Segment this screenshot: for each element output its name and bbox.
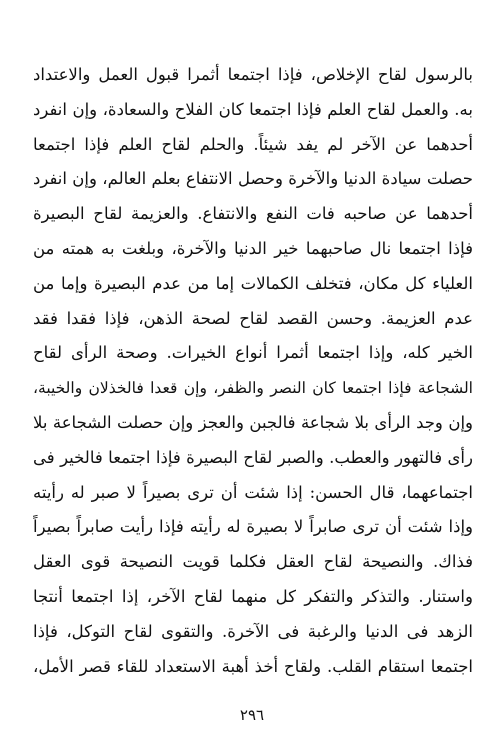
text-line: اجتمعا استقام القلب. ولقاح أخذ أهبة الاستعداد للقاء قصر الأمل، (33, 656, 473, 676)
page-number: ٢٩٦ (239, 706, 265, 724)
text-line: الخير كله، وإذا اجتمعا أثمرا أنواع الخيرات. وصحة الرأى لقاح (33, 343, 473, 363)
text-line: اجتماعهما، قال الحسن: إذا شئت أن ترى بصيراً لا صبر له رأيته (33, 482, 473, 502)
text-line: حصلت سيادة الدنيا والآخرة وحصل الانتفاع بعلم العالم، وإن انفرد (33, 169, 473, 189)
text-line: العلياء كل مكان، فتخلف الكمالات إما من عدم البصيرة وإما من (33, 273, 473, 293)
text-line: رأى فالتهور والعطب. والصبر لقاح البصيرة فإذا اجتمعا فالخير فى (33, 447, 473, 467)
text-line: الشجاعة فإذا اجتمعا كان النصر والظفر، وإن قعدا فالخذلان والخيبة، (33, 379, 473, 398)
text-line: فذاك. والنصيحة لقاح العقل فكلما قويت النصيحة قوى العقل (33, 552, 473, 572)
text-line: فإذا اجتمعا نال صاحبهما خير الدنيا والآخرة، وبلغت به همته من (33, 238, 473, 258)
text-line: أحدهما عن الآخر لم يفد شيئاً. والحلم لقاح العلم فإذا اجتمعا (33, 134, 473, 154)
text-line: الزهد فى الدنيا والرغبة فى الآخرة. والتقوى لقاح التوكل، فإذا (33, 621, 473, 641)
text-line: واستنار. والتذكر والتفكر كل منهما لقاح الآخر، إذا اجتمعا أنتجا (33, 586, 473, 606)
text-line: به. والعمل لقاح العلم فإذا اجتمعا كان الفلاح والسعادة، وإن انفرد (33, 99, 473, 119)
text-line: وإذا شئت أن ترى صابراً لا بصيرة له رأيته فإذا رأيت صابراً بصيراً (33, 517, 473, 537)
body-text (33, 58, 473, 684)
text-line: عدم العزيمة. وحسن القصد لقاح لصحة الذهن، فإذا فقدا فقد (33, 308, 473, 328)
text-line: بالرسول لقاح الإخلاص، فإذا اجتمعا أثمرا قبول العمل والاعتداد (33, 65, 473, 84)
text-line: وإن وجد الرأى بلا شجاعة فالجبن والعجز وإن حصلت الشجاعة بلا (33, 412, 473, 432)
text-line: أحدهما عن صاحبه فات النفع والانتفاع. والعزيمة لقاح البصيرة (33, 204, 473, 224)
